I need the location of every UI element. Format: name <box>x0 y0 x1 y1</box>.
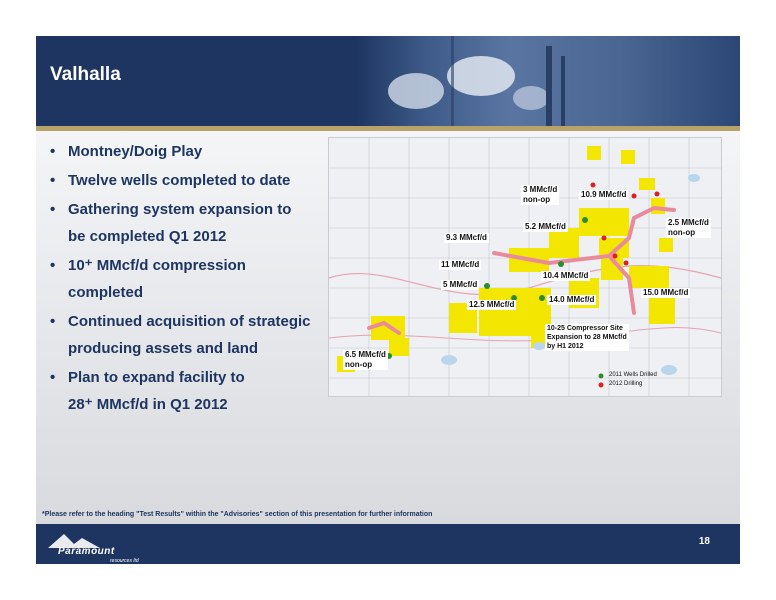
map-label: 14.0 MMcf/d <box>549 295 595 304</box>
map-label: 10.9 MMcf/d <box>581 190 627 199</box>
page-title: Valhalla <box>50 64 121 85</box>
map-label: 15.0 MMcf/d <box>643 288 689 297</box>
map-label: 3 MMcf/d non-op <box>523 185 558 204</box>
map-label: 10.4 MMcf/d <box>543 271 589 280</box>
land-map <box>328 137 722 397</box>
bullet-item: • Plan to expand facility to 28⁺ MMcf/d in Q1 2012 <box>50 369 245 413</box>
bullet-item: • Twelve wells completed to date <box>50 172 291 189</box>
header-photo <box>356 36 740 126</box>
map-label: 6.5 MMcf/d non-op <box>345 350 386 369</box>
paramount-logo: Paramount resources ltd <box>44 530 154 564</box>
bullet-item: • Continued acquisition of strategic producing assets and land <box>50 313 311 357</box>
bullet-item: • Montney/Doig Play <box>50 143 203 160</box>
map-label: 10-25 Compressor Site Expansion to 28 MMcf/d by H1 2012 <box>547 325 627 350</box>
page-number: 18 <box>698 536 710 547</box>
bullet-list <box>44 138 334 420</box>
map-label: 9.3 MMcf/d <box>446 233 487 242</box>
slide-header <box>36 36 740 126</box>
footnote: *Please refer to the heading "Test Results" within the "Advisories" section of this presentation for further information <box>42 511 433 518</box>
equipment-photo-icon <box>356 36 740 126</box>
slide-footer <box>36 524 740 564</box>
map-label: 11 MMcf/d <box>441 260 480 269</box>
map-label: 5 MMcf/d <box>443 280 478 289</box>
map-label: 12.5 MMcf/d <box>469 300 515 309</box>
bullet-item: • Gathering system expansion to be completed Q1 2012 <box>50 201 292 245</box>
bullet-item: • 10⁺ MMcf/d compression completed <box>50 257 246 301</box>
map-label: 5.2 MMcf/d <box>525 222 566 231</box>
legend-wells: 2011 Wells Drilled <box>609 372 657 378</box>
legend-drilling: 2012 Drilling <box>609 381 643 387</box>
map-label: 2.5 MMcf/d non-op <box>668 218 709 237</box>
